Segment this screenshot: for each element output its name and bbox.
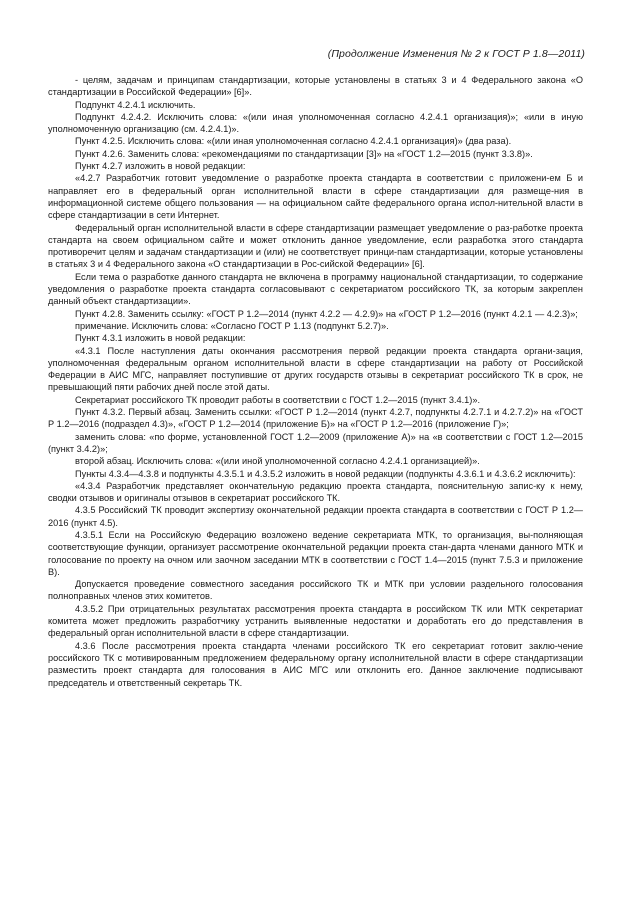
paragraph: Пункт 4.2.7 изложить в новой редакции: bbox=[75, 161, 246, 172]
paragraph: второй абзац. Исключить слова: «(или иной уполномоченной согласно 4.2.4.1 организацией)». bbox=[75, 456, 480, 467]
paragraph: 4.3.5.2 При отрицательных результатах рассмотрения проекта стандарта в российском ТК или МТК секретариат комитета может предложить разработчику устранить выявленные недостатки и доработать его до представления в федеральный орган исполнительной власти в сфере стандартизации. bbox=[48, 603, 583, 639]
paragraph: «4.3.4 Разработчик представляет окончательную редакцию проекта стандарта, пояснительную запис-ку к нему, сводки отзывов и оригиналы отзывов в секретариат российского ТК. bbox=[48, 480, 583, 504]
running-header: (Продолжение Изменения № 2 к ГОСТ Р 1.8—2011) bbox=[327, 48, 585, 60]
paragraph: 4.3.5 Российский ТК проводит экспертизу окончательной редакции проекта стандарта в соответствии с ГОСТ Р 1.2—2016 (пункт 4.5). bbox=[48, 505, 583, 528]
paragraph: Пункт 4.2.6. Заменить слова: «рекомендациями по стандартизации [3]» на «ГОСТ 1.2—2015 (пункт 3.3.8)». bbox=[75, 148, 533, 159]
paragraph: 4.3.6 После рассмотрения проекта стандарта членами российского ТК его секретариат готовит заклю-чение российского ТК с мотивированным предложением федеральному органу исполнительной власти в сфере стандартизации разместить проект стандарта для голосования в АИС МГС или отклонить его. Данное заключение подписывают председатель и ответственный секретарь ТК. bbox=[48, 640, 583, 688]
paragraph: Секретариат российского ТК проводит работы в соответствии с ГОСТ 1.2—2015 (пункт 3.4.1)». bbox=[75, 394, 480, 405]
paragraph: Подпункт 4.2.4.1 исключить. bbox=[75, 99, 196, 110]
paragraph: «4.2.7 Разработчик готовит уведомление о разработке проекта стандарта в соответствии с приложени-ем Б и направляет его в федеральный орган исполнительной власти в сфере стандартизации для размеще-ния в информационной системе общего пользования — на официальном сайте федерального органа испол-нительной власти в сфере стандартизации в сети Интернет. bbox=[48, 173, 583, 221]
paragraph: Если тема о разработке данного стандарта не включена в программу национальной стандартизации, то содержание уведомления о разработке проекта стандарта согласовывают с секретариатом российского ТК, за которым закреплен данный объект стандартизации». bbox=[48, 271, 583, 307]
paragraph: Пункт 4.3.1 изложить в новой редакции: bbox=[75, 333, 246, 344]
paragraph: Пункт 4.2.8. Заменить ссылку: «ГОСТ Р 1.2—2014 (пункт 4.2.2 — 4.2.9)» на «ГОСТ Р 1.2—2016 (пункт 4.2.1 — 4.2.3)»; bbox=[75, 308, 578, 319]
paragraph: Пункты 4.3.4—4.3.8 и подпункты 4.3.5.1 и 4.3.5.2 изложить в новой редакции (подпункты 4.3.6.1 и 4.3.6.2 исключить): bbox=[75, 468, 576, 479]
paragraph: Пункт 4.3.2. Первый абзац. Заменить ссылки: «ГОСТ Р 1.2—2014 (пункт 4.2.7, подпункты 4.2.7.1 и 4.2.7.2)» на «ГОСТ Р 1.2—2016 (подраздел 4.3)», «ГОСТ Р 1.2—2014 (приложение Б)» на «ГОСТ Р 1.2—2016 (приложение Г)»; bbox=[48, 407, 583, 430]
paragraph: Федеральный орган исполнительной власти в сфере стандартизации размещает уведомление о раз-работке проекта стандарта на своем официальном сайте и может отклонить данное уведомление, если разработка этого стандарта противоречит целям и задачам стандартизации и (или) не соответствует принци-пам стандартизации, которые установлены в статьях 3 и 4 Федерального закона «О стандартизации в Рос-сийской Федерации» [6]. bbox=[48, 222, 583, 270]
paragraph: Допускается проведение совместного заседания российского ТК и МТК при условии раздельного голосования полноправных членов этих комитетов. bbox=[48, 579, 583, 602]
paragraph: - целям, задачам и принципам стандартизации, которые установлены в статьях 3 и 4 Федерального закона «О стандартизации в Российской Федерации» [6]». bbox=[48, 75, 583, 98]
body-text bbox=[48, 74, 583, 689]
paragraph: «4.3.1 После наступления даты окончания рассмотрения первой редакции проекта стандарта органи-зация, уполномоченная федеральным органом исполнительной власти в сфере стандартизации на работу от Российской Федерации в АИС МГС, направляет поступившие от других государств отзывы в секретариат российского ТК в срок, не превышающий пяти рабочих дней после этой даты. bbox=[48, 345, 583, 393]
paragraph: Пункт 4.2.5. Исключить слова: «(или иная уполномоченная согласно 4.2.4.1 организация)» (два раза). bbox=[75, 136, 512, 147]
paragraph: 4.3.5.1 Если на Российскую Федерацию возложено ведение секретариата МТК, то организация, вы-полняющая соответствующие функции, организует рассмотрение окончательной редакции проекта стан-дарта членами данного МТК и голосование по проекту на очном или заочном заседании МТК в соответствии с ГОСТ 1.4—2015 (пункт 7.5.3 и приложение В). bbox=[48, 529, 583, 577]
paragraph: заменить слова: «по форме, установленной ГОСТ 1.2—2009 (приложение А)» на «в соответствии с ГОСТ 1.2—2015 (пункт 3.4.2)»; bbox=[48, 431, 583, 454]
paragraph: Подпункт 4.2.4.2. Исключить слова: «(или иная уполномоченная согласно 4.2.4.1 организация)»; «или в иную уполномоченную организацию (см. 4.2.4.1)». bbox=[48, 111, 583, 135]
paragraph: примечание. Исключить слова: «Согласно ГОСТ Р 1.13 (подпункт 5.2.7)». bbox=[75, 320, 389, 331]
